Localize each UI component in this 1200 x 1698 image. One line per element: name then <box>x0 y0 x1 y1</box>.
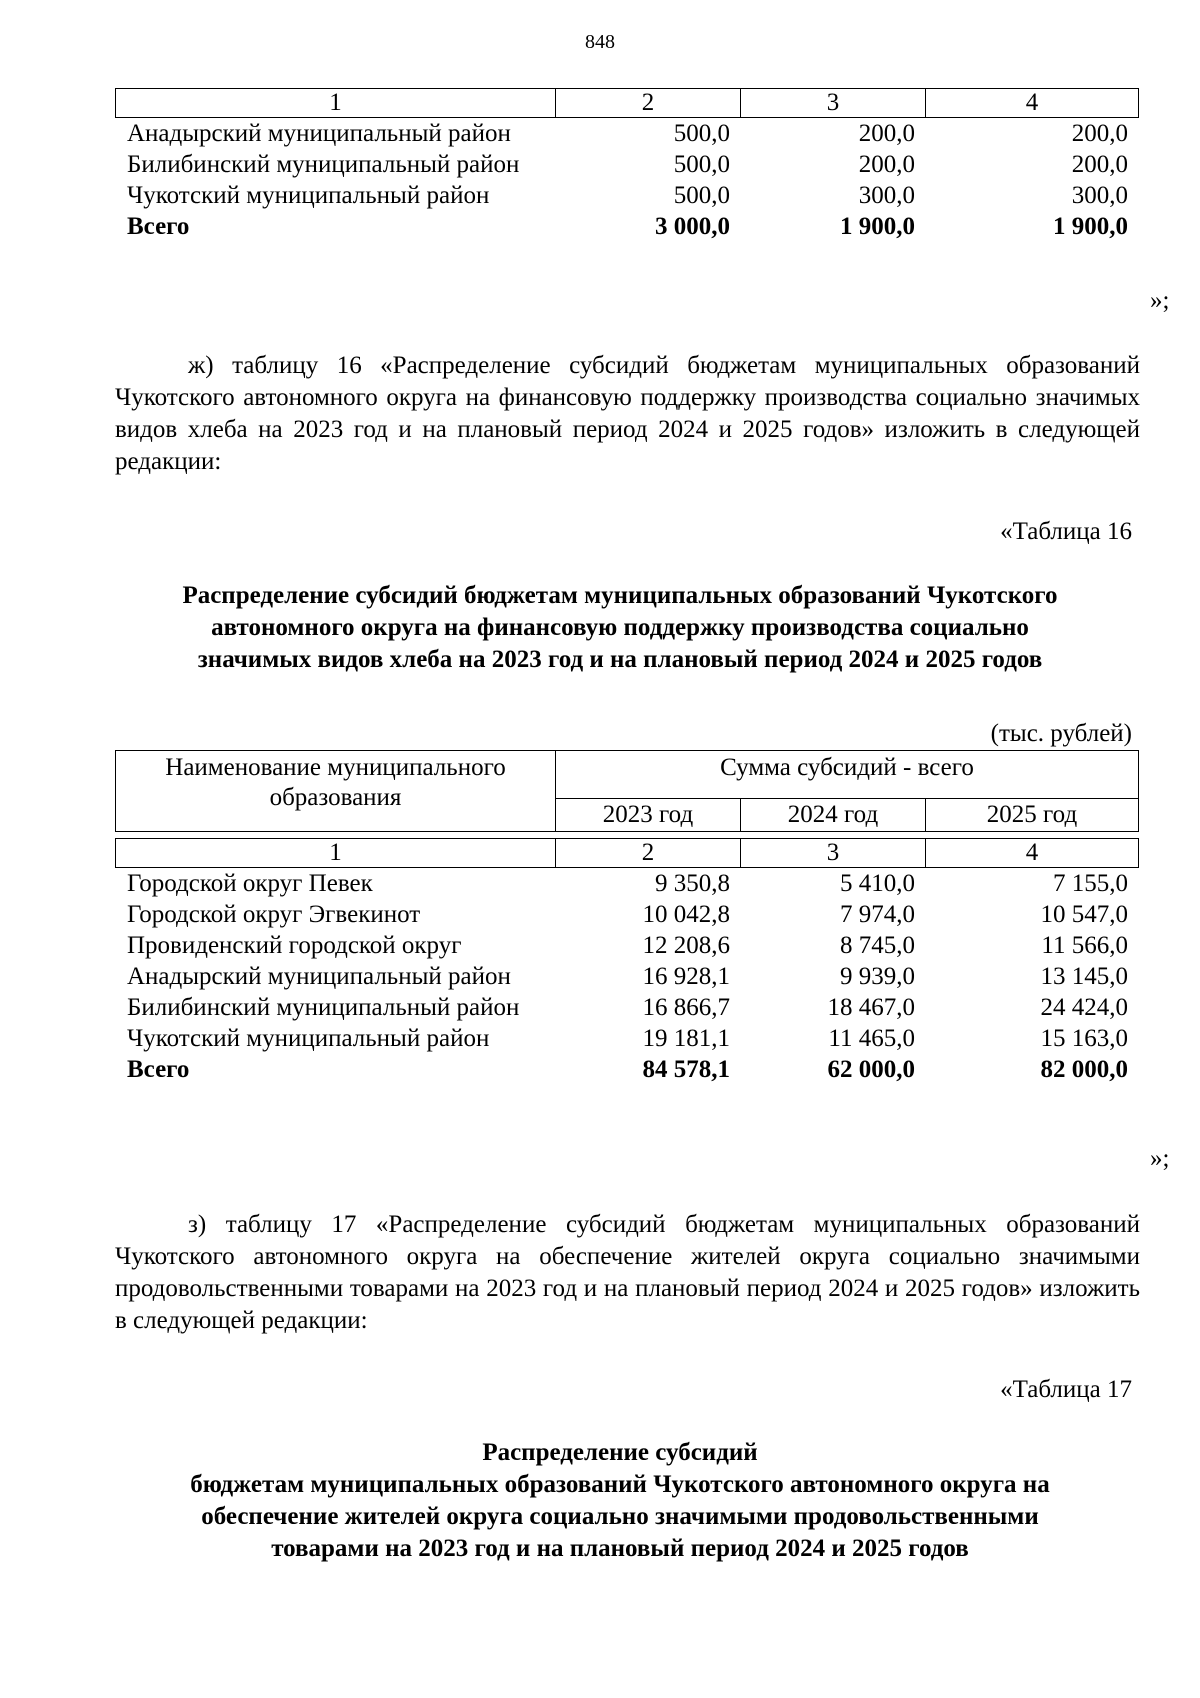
table17-title-line: бюджетам муниципальных образований Чукотского автономного округа на <box>190 1471 1050 1498</box>
table17-label: «Таблица 17 <box>1000 1376 1132 1403</box>
table-row <box>115 899 1138 930</box>
table-row <box>115 930 1138 961</box>
column-number: 3 <box>741 839 926 868</box>
table16-title-line: автономного округа на финансовую поддержку производства социально <box>211 614 1029 641</box>
table-row <box>115 992 1138 1023</box>
page-number: 848 <box>585 31 615 53</box>
table17-title-line: обеспечение жителей округа социально значимыми продовольственными <box>201 1503 1039 1530</box>
table-row <box>115 868 1138 899</box>
value-2023: 500,0 <box>673 120 730 147</box>
table-prev-grid <box>115 88 1139 118</box>
total-2023: 84 578,1 <box>642 1056 730 1083</box>
table16-unit: (тыс. рублей) <box>990 720 1132 747</box>
total-label: Всего <box>127 1056 190 1083</box>
value-2025: 300,0 <box>1071 182 1128 209</box>
value-2025: 7 155,0 <box>1053 870 1128 897</box>
value-2025: 10 547,0 <box>1040 901 1128 928</box>
row-name: Городской округ Певек <box>127 870 373 897</box>
value-2024: 7 974,0 <box>840 901 915 928</box>
table-row <box>115 961 1138 992</box>
table17-title-line: товарами на 2023 год и на плановый период 2024 и 2025 годов <box>271 1535 969 1562</box>
value-2024: 8 745,0 <box>840 932 915 959</box>
table16-title <box>100 580 1140 676</box>
paragraph-zh-text: ж) таблицу 16 «Распределение субсидий бюджетам муниципальных образований Чукотского автономного округа на финансовую поддержку производства социально значимых видов хлеба на 2023 год и на плановый период 2024 и 2025 годов» изложить в следующей редакции: <box>115 352 1140 475</box>
column-number-row <box>116 839 1139 868</box>
column-number: 2 <box>556 839 741 868</box>
total-2024: 1 900,0 <box>840 213 915 240</box>
value-2024: 5 410,0 <box>840 870 915 897</box>
row-name: Чукотский муниципальный район <box>127 182 490 209</box>
column-number: 4 <box>926 839 1139 868</box>
total-label: Всего <box>127 213 190 240</box>
value-2023: 500,0 <box>673 182 730 209</box>
table16-column-numbers <box>115 838 1139 868</box>
table16-title-line: Распределение субсидий бюджетам муниципальных образований Чукотского <box>182 582 1058 609</box>
table16 <box>115 750 1139 1085</box>
total-2023: 3 000,0 <box>655 213 730 240</box>
column-number: 4 <box>926 89 1139 118</box>
table-prev <box>115 88 1139 242</box>
table-row <box>115 149 1138 180</box>
value-2023: 12 208,6 <box>642 932 730 959</box>
value-2023: 16 928,1 <box>642 963 730 990</box>
table16-label: «Таблица 16 <box>1000 518 1132 545</box>
column-number: 1 <box>116 89 556 118</box>
header-year: 2024 год <box>741 799 926 832</box>
value-2023: 500,0 <box>673 151 730 178</box>
value-2024: 200,0 <box>858 120 915 147</box>
table-prev-body <box>115 118 1138 242</box>
header-name-cell: Наименование муниципального образования <box>116 751 556 832</box>
header-sum-cell: Сумма субсидий - всего <box>556 751 1139 799</box>
total-2025: 1 900,0 <box>1053 213 1128 240</box>
column-number-row <box>116 89 1139 118</box>
value-2024: 18 467,0 <box>827 994 915 1021</box>
value-2023: 16 866,7 <box>642 994 730 1021</box>
table17-title-line: Распределение субсидий <box>482 1439 758 1466</box>
table16-title-line: значимых видов хлеба на 2023 год и на плановый период 2024 и 2025 годов <box>197 646 1043 673</box>
row-name: Чукотский муниципальный район <box>127 1025 490 1052</box>
value-2025: 24 424,0 <box>1040 994 1128 1021</box>
row-name: Анадырский муниципальный район <box>127 120 511 147</box>
row-name: Анадырский муниципальный район <box>127 963 511 990</box>
value-2023: 9 350,8 <box>655 870 730 897</box>
total-row <box>115 1054 1138 1085</box>
value-2025: 200,0 <box>1071 151 1128 178</box>
table-row <box>115 180 1138 211</box>
table-row <box>115 1023 1138 1054</box>
table-row <box>115 118 1138 149</box>
total-row <box>115 211 1138 242</box>
value-2025: 13 145,0 <box>1040 963 1128 990</box>
value-2023: 19 181,1 <box>642 1025 730 1052</box>
column-number: 2 <box>556 89 741 118</box>
column-number: 1 <box>116 839 556 868</box>
total-2025: 82 000,0 <box>1040 1056 1128 1083</box>
table17-title <box>100 1437 1140 1565</box>
total-2024: 62 000,0 <box>827 1056 915 1083</box>
value-2025: 15 163,0 <box>1040 1025 1128 1052</box>
closing-quote: »; <box>1150 287 1170 314</box>
table16-body <box>115 868 1138 1085</box>
value-2024: 300,0 <box>858 182 915 209</box>
paragraph-z-text: з) таблицу 17 «Распределение субсидий бюджетам муниципальных образований Чукотского автономного округа на обеспечение жителей округа социально значимыми продовольственными товарами на 2023 год и на плановый период 2024 и 2025 годов» изложить в следующей редакции: <box>115 1211 1140 1334</box>
header-year: 2025 год <box>926 799 1139 832</box>
value-2025: 11 566,0 <box>1041 932 1128 959</box>
value-2024: 200,0 <box>858 151 915 178</box>
closing-quote: »; <box>1150 1145 1170 1172</box>
value-2025: 200,0 <box>1071 120 1128 147</box>
header-year: 2023 год <box>556 799 741 832</box>
value-2023: 10 042,8 <box>642 901 730 928</box>
row-name: Городской округ Эгвекинот <box>127 901 421 928</box>
value-2024: 11 465,0 <box>828 1025 915 1052</box>
column-number: 3 <box>741 89 926 118</box>
row-name: Билибинский муниципальный район <box>127 994 520 1021</box>
row-name: Провиденский городской округ <box>127 932 462 959</box>
paragraph-z <box>115 1209 1140 1337</box>
table16-header <box>115 750 1139 832</box>
value-2024: 9 939,0 <box>840 963 915 990</box>
paragraph-zh <box>115 350 1140 478</box>
row-name: Билибинский муниципальный район <box>127 151 520 178</box>
